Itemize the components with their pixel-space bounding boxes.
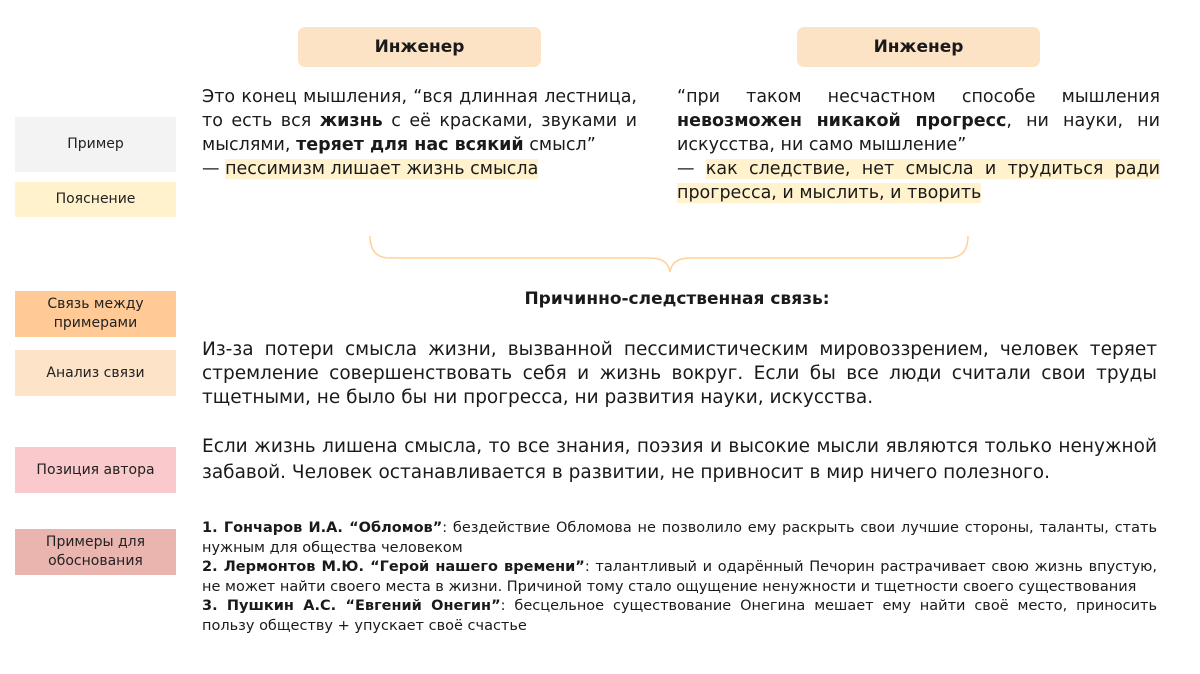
bold-text: невозможен никакой прогресс (677, 111, 1007, 131)
right-header: Инженер (797, 27, 1040, 67)
bold-text: жизнь (319, 111, 383, 131)
right-quote (677, 85, 1160, 205)
connection-title: Причинно-следственная связь: (524, 289, 830, 309)
label-author-position: Позиция автора (15, 447, 176, 493)
left-quote (202, 85, 637, 181)
label-explanation: Пояснение (15, 182, 176, 217)
author-position-text: Если жизнь лишена смысла, то все знания, поэзия и высокие мысли являются только ненужной забавой. Человек останавливается в развитии, не привносит в мир ничего полезного. (202, 436, 1157, 483)
quote-text: с её красками, звуками и мыслями, (202, 111, 637, 155)
quote-text: “при таком несчастном способе мышления (677, 87, 1160, 107)
bold-text: теряет для нас всякий (296, 135, 524, 155)
example-text: : талантливый и одарённый Печорин растрачивает свою жизнь впустую, не может найти своего места в жизни. Причиной тому стало ощущение ненужности и тщетности своего существования (202, 559, 1157, 595)
highlighted-explanation: пессимизм лишает жизнь смысла (225, 159, 539, 179)
example-title: 2. Лермонтов М.Ю. “Герой нашего времени” (202, 559, 585, 575)
quote-text: смысл” (523, 135, 596, 155)
example-item (202, 519, 1157, 558)
example-title: 1. Гончаров И.А. “Обломов” (202, 520, 443, 536)
brace-icon (360, 228, 980, 278)
quote-text: — (677, 159, 706, 179)
example-item (202, 558, 1157, 597)
example-text: : бездействие Обломова не позволило ему раскрыть свои лучшие стороны, таланты, стать нужным для общества человеком (202, 520, 1157, 556)
example-title: 3. Пушкин А.С. “Евгений Онегин” (202, 598, 501, 614)
quote-text: , ни науки, ни искусства, ни само мышление” (677, 111, 1160, 155)
example-text: : бесцельное существование Онегина мешает ему найти своё место, приносить пользу обществу + упускает своё счастье (202, 598, 1158, 634)
left-header: Инженер (298, 27, 541, 67)
examples-list (202, 519, 1157, 636)
highlighted-explanation: как следствие, нет смысла и трудиться ради прогресса, и мыслить, и творить (677, 159, 1160, 203)
example-item (202, 597, 1157, 636)
quote-text: Это конец мышления, “вся длинная лестница, то есть вся (202, 87, 637, 131)
label-analysis: Анализ связи (15, 350, 176, 396)
label-connection: Связь между примерами (15, 291, 176, 337)
analysis-text: Из-за потери смысла жизни, вызванной пессимистическим мировоззрением, человек теряет стремление совершенствовать себя и жизнь вокруг. Если бы все люди считали свои труды тщетными, не было бы ни прогресса, ни развития науки, искусства. (202, 339, 1157, 408)
label-example: Пример (15, 117, 176, 172)
quote-text: — (202, 159, 226, 179)
label-supporting-examples: Примеры для обоснования (15, 529, 176, 575)
